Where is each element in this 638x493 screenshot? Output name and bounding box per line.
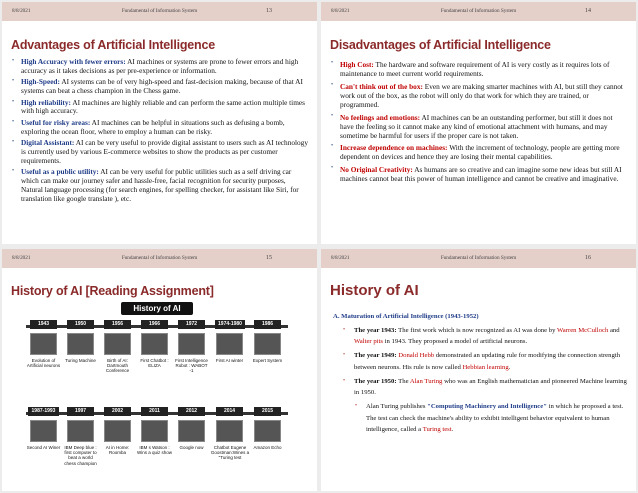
timeline-caption: IBM Deep blue : first computer to beat a world chess champion	[64, 445, 97, 466]
item-key: No Original Creativity:	[340, 165, 413, 175]
item-key: High Cost:	[340, 60, 374, 69]
slide-number: 16	[585, 255, 591, 261]
item-text: The first work which is now recognized as AI was done by	[396, 326, 558, 334]
timeline-caption: Second AI Winer	[26, 445, 61, 450]
item-text: Even we are making smarter machines with AI, but still they cannot work out of the box, as the robot will only do that work for which they are trained, or programmed.	[340, 81, 623, 109]
item-key: The year 1943:	[354, 326, 397, 334]
item-text: and	[608, 326, 620, 334]
list-item	[12, 99, 309, 117]
item-text: AI systems can be of very high-speed and fast-decision making, because of that AI systems can beat a chess champion in the Chess game.	[21, 77, 303, 96]
slide-course: Fundamental of Information System	[121, 8, 198, 14]
term-name: Turing test	[422, 426, 452, 434]
timeline-year: 1956	[104, 320, 131, 329]
item-text: demonstrated an updating rule for modifying the connection strength between neurons. His rule is now called	[354, 352, 621, 371]
slide-title: History of AI [Reading Assignment]	[11, 284, 214, 298]
item-key: Can't think out of the box:	[340, 81, 423, 91]
item-key: Useful as a public utility:	[21, 167, 99, 177]
list-item	[331, 113, 628, 140]
timeline-caption: IBM s Watson : Wins a quiz show	[137, 445, 173, 456]
timeline-image	[178, 333, 205, 355]
slide-date: 8/8/2021	[331, 8, 350, 14]
item-text: Alan Turing publishes	[366, 403, 428, 411]
timeline-year: 2014	[216, 407, 243, 416]
term-name: Hebbian learning	[462, 363, 509, 371]
timeline-image	[30, 420, 57, 442]
item-text: The	[396, 377, 410, 385]
paper-title: "Computing Machinery and Intelligence"	[427, 403, 547, 411]
person-name: Alan Turing	[409, 377, 443, 385]
timeline-image	[216, 333, 243, 355]
timeline-year: 1974-1980	[215, 320, 245, 329]
item-text: With the increment of technology, people are getting more dependent on devices and hence they are losing their mental capabilities.	[340, 143, 620, 162]
list-item	[331, 60, 628, 78]
timeline-caption: Chatbot Eugene Goostman:Wines a "Turing test	[210, 445, 250, 461]
timeline-year: 1950	[67, 320, 94, 329]
slide-15[interactable]	[2, 249, 317, 491]
list-item	[12, 58, 309, 76]
slide-date: 8/8/2021	[12, 8, 31, 14]
list-item	[12, 139, 309, 166]
item-key: Increase dependence on machines:	[340, 143, 448, 153]
section-heading: A. Maturation of Artificial Intelligence (1943-1952)	[333, 313, 479, 320]
timeline-year: 1966	[141, 320, 168, 329]
slide-course: Fundamental of Information System	[121, 255, 198, 261]
item-text: in which he proposed a test. The test can check the machine's ability to exhibit intelligent behavior equivalent to human intelligence, called a	[366, 403, 624, 434]
timeline-year: 1987-1993	[28, 407, 59, 416]
item-text: The hardware and software requirement of AI is very costly as it requires lots of maintenance to meet current world requirements.	[340, 60, 610, 79]
disadvantages-list	[331, 60, 628, 187]
slide-date: 8/8/2021	[331, 255, 350, 261]
slide-header	[2, 249, 317, 268]
slide-course: Fundamental of Information System	[440, 8, 517, 14]
item-key: Useful for risky areas:	[21, 117, 91, 127]
timeline-image	[141, 333, 168, 355]
item-key: High reliability:	[21, 97, 71, 107]
timeline-year: 1997	[67, 407, 94, 416]
item-text: AI machines can be helpful in situations such as defusing a bomb, exploring the ocean floor, where to employ a human can be risky.	[21, 117, 285, 136]
list-item	[331, 82, 628, 109]
timeline-caption: Expert System	[252, 358, 283, 363]
timeline-caption: Birth of AI: Dartmouth Conference	[105, 358, 130, 374]
timeline-year: 1986	[254, 320, 281, 329]
list-item	[343, 325, 628, 348]
timeline-image	[67, 420, 94, 442]
timeline-image	[141, 420, 168, 442]
timeline-caption: Google now	[179, 445, 204, 450]
item-key: The year 1949:	[354, 352, 397, 360]
item-text: .	[451, 426, 454, 434]
item-text: AI machines or systems are prone to fewer errors and high accuracy as it takes decisions as per pre-experience or information.	[21, 57, 299, 75]
advantages-list	[12, 58, 309, 206]
slide-header	[321, 249, 636, 268]
slide-number: 13	[266, 8, 272, 14]
item-key: No feelings and emotions:	[340, 112, 421, 122]
list-item	[331, 143, 628, 161]
list-item	[12, 168, 309, 204]
history-content	[333, 311, 628, 438]
item-text: AI machines can be an outstanding performer, but still it does not have the feeling so it cannot make any kind of emotional attachment with humans, and may sometime be harmful for users if the proper care is not taken.	[340, 112, 613, 140]
slide-header	[2, 2, 317, 21]
timeline-image	[254, 333, 281, 355]
list-item	[331, 165, 628, 183]
slide-title: Disadvantages of Artificial Intelligence	[330, 38, 551, 52]
person-name: Walter pits	[354, 338, 383, 346]
timeline-image	[216, 420, 243, 442]
timeline-image	[254, 420, 281, 442]
timeline-caption: Turing Machine	[65, 358, 96, 363]
item-text: As humans are so creative and can imagine some new ideas but still AI machines cannot beat this power of human intelligence and cannot be creative and imaginative.	[340, 165, 622, 184]
slide-16[interactable]	[321, 249, 636, 491]
timeline-caption: Amazon Echo	[253, 445, 282, 450]
item-key: The year 1950:	[354, 377, 397, 385]
person-name: Donald Hebb	[398, 352, 435, 360]
timeline-image	[67, 333, 94, 355]
timeline-year: 2015	[254, 407, 281, 416]
history-timeline	[26, 302, 288, 485]
timeline-caption: First Intelligence Robot : WABOT -1	[175, 358, 208, 374]
timeline-caption: Evolution of Artificial neurons	[26, 358, 61, 369]
timeline-year: 1943	[30, 320, 57, 329]
item-key: Digital Assistant:	[21, 138, 75, 148]
slide-course: Fundamental of Information System	[440, 255, 517, 261]
timeline-year: 2002	[104, 407, 131, 416]
timeline-image	[30, 333, 57, 355]
person-name: Warren McCulloch	[557, 326, 609, 334]
item-text: who was an English mathematician and pioneered Machine learning in 1950.	[354, 377, 627, 397]
slide-date: 8/8/2021	[12, 255, 31, 261]
timeline-image	[104, 333, 131, 355]
list-item	[12, 78, 309, 96]
list-item	[12, 119, 309, 137]
slide-title: History of AI	[330, 282, 419, 299]
timeline-image	[178, 420, 205, 442]
list-item	[355, 401, 628, 436]
item-text: AI can be very useful for public utilities such as a self driving car which can make our journey safer and hassle-free, facial recognition for security purposes, Natural language processing (for search engines, for spelling checker, for assistant like Siri, for translation like google translate ), etc.	[21, 167, 299, 203]
slide-number: 15	[266, 255, 272, 261]
list-item	[343, 350, 628, 373]
slide-title: Advantages of Artificial Intelligence	[11, 38, 215, 52]
item-text: AI can be very useful to provide digital assistant to users such as AI technology is currently used by various E-commerce websites to show the products as per customer requirements.	[21, 138, 308, 165]
timeline-year: 1972	[178, 320, 205, 329]
item-key: High Accuracy with fewer errors:	[21, 57, 126, 66]
timeline-year: 2012	[178, 407, 205, 416]
slide-13[interactable]	[2, 2, 317, 244]
item-text: AI machines are highly reliable and can perform the same action multiple times with high accuracy.	[21, 97, 305, 116]
slide-14[interactable]	[321, 2, 636, 244]
timeline-year: 2011	[141, 407, 168, 416]
timeline-caption: AI in Home: Roomba	[105, 445, 130, 456]
item-text: in 1943. They proposed a model of artificial neurons.	[383, 338, 528, 346]
timeline-image	[104, 420, 131, 442]
item-key: High-Speed:	[21, 77, 60, 87]
timeline-caption: First Chatbot : ELIZA	[140, 358, 169, 369]
list-item	[343, 376, 628, 399]
timeline-banner: History of AI	[121, 302, 193, 315]
timeline-caption: First AI winter	[215, 358, 244, 363]
slide-header	[321, 2, 636, 21]
slide-number: 14	[585, 8, 591, 14]
item-text: .	[508, 363, 511, 371]
